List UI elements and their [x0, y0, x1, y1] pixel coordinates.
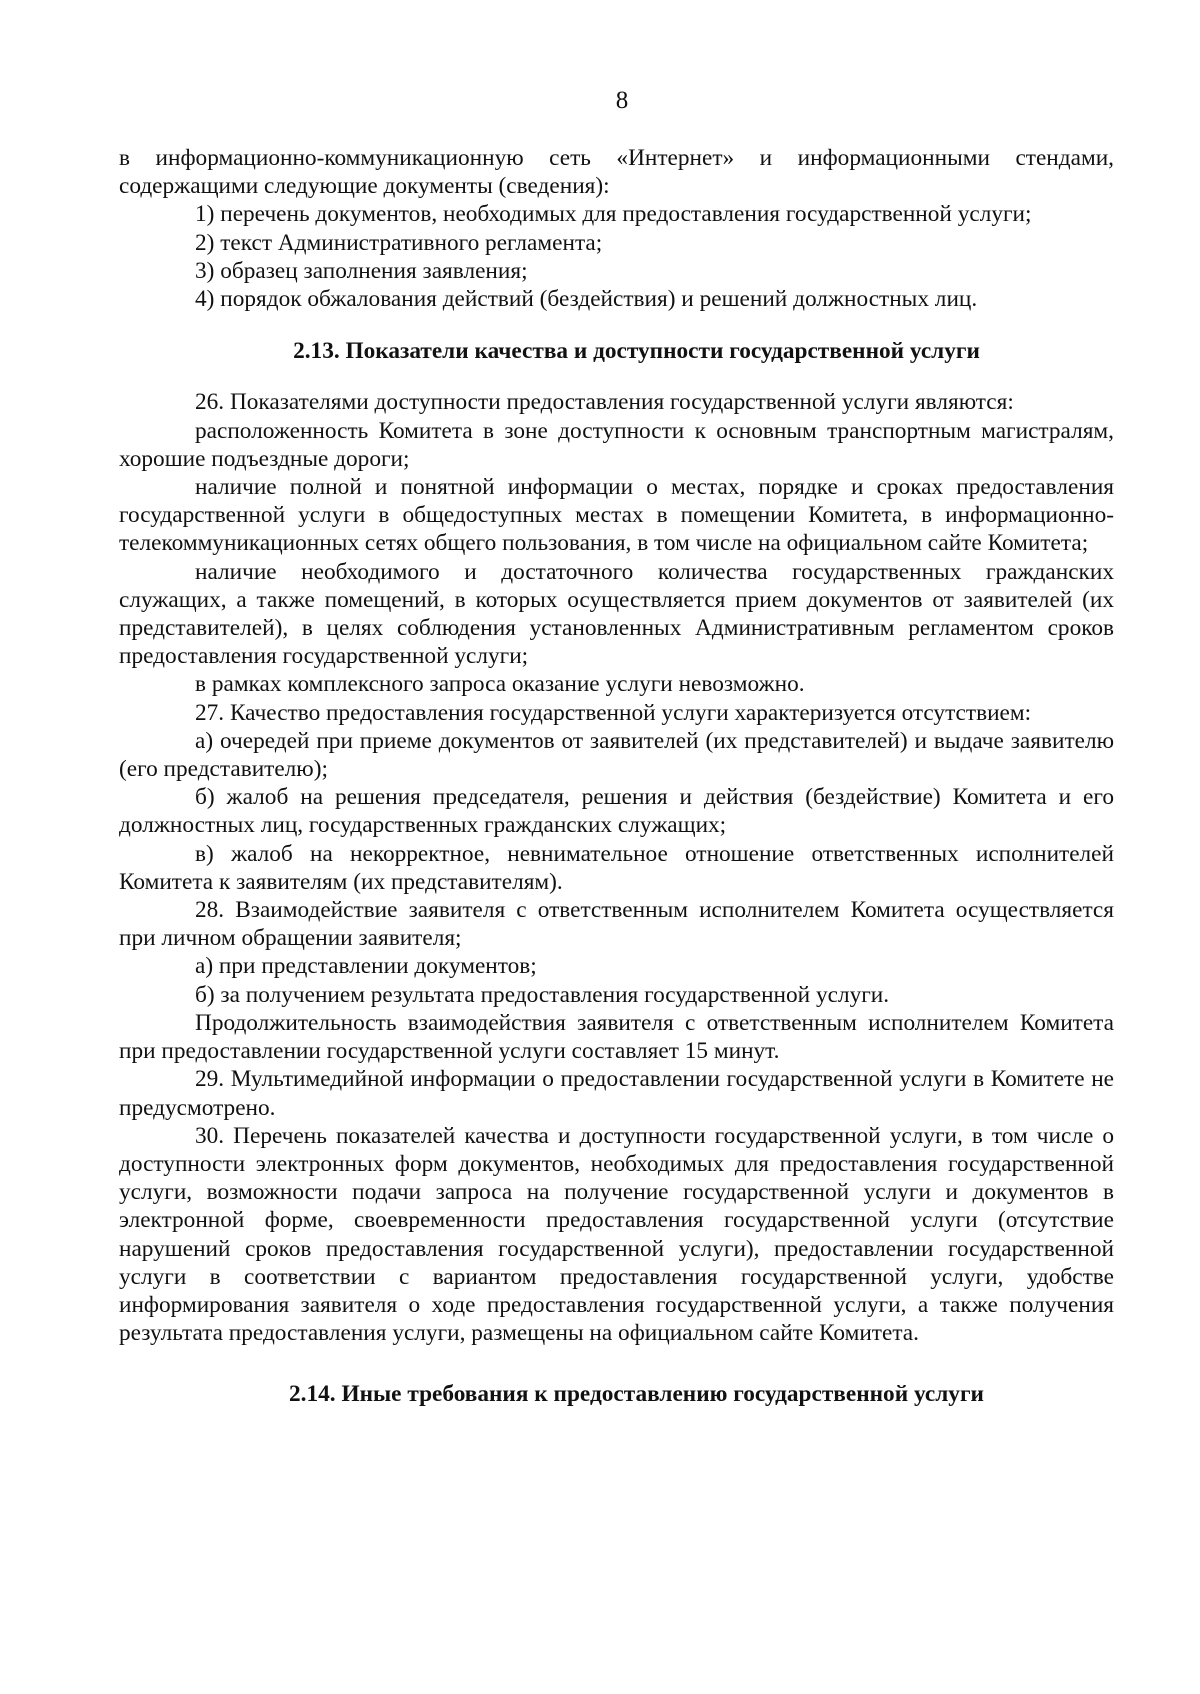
list-item-documents: 1) перечень документов, необходимых для предоставления государственной услуги; — [195, 201, 1032, 228]
list-item-regulation-text: 2) текст Административного регламента; — [195, 229, 603, 256]
paragraph-27-v: в) жалоб на некорректное, невнимательное отношение ответственных исполнителей Комитета к заявителям (их представителям). — [119, 840, 1114, 895]
paragraph-27-a: а) очередей при приеме документов от заявителей (их представителей) и выдаче заявителю (его представителю); — [119, 727, 1114, 783]
section-heading-2-14: 2.14. Иные требования к предоставлению государственной услуги — [289, 1381, 984, 1408]
paragraph-26: 26. Показателями доступности предоставления государственной услуги являются: — [195, 389, 1014, 416]
paragraph-26-location: расположенность Комитета в зоне доступности к основным транспортным магистралям, хорошие подъездные дороги; — [119, 417, 1114, 472]
list-item-application-sample: 3) образец заполнения заявления; — [195, 257, 528, 284]
paragraph-28-b: б) за получением результата предоставления государственной услуги. — [195, 981, 890, 1008]
paragraph-intro: в информационно-коммуникационную сеть «Интернет» и информационными стендами, содержащими следующие документы (сведения): — [119, 145, 1114, 200]
document-body — [119, 144, 1114, 1409]
paragraph-27: 27. Качество предоставления государственной услуги характеризуется отсутствием: — [195, 699, 1032, 726]
paragraph-30: 30. Перечень показателей качества и доступности государственной услуги, в том числе о доступности электронных форм документов, необходимых для предоставления государственной услуги, возможности подачи запроса на получение государственной услуги и документов в электронной форме, своевременности предоставления государственной услуги (отсутствие нарушений сроков предоставления государственной услуги), предоставлении государственной услуги в соответствии с вариантом предоставления государственной услуги, удобстве информирования заявителя о ходе предоставления государственной услуги, а также получения результата предоставления услуги, размещены на официальном сайте Комитета. — [119, 1122, 1114, 1347]
paragraph-28-a: а) при представлении документов; — [195, 953, 537, 980]
paragraph-29: 29. Мультимедийной информации о предоставлении государственной услуги в Комитете не предусмотрено. — [119, 1066, 1114, 1121]
section-heading-2-13: 2.13. Показатели качества и доступности государственной услуги — [293, 338, 980, 365]
paragraph-28: 28. Взаимодействие заявителя с ответственным исполнителем Комитета осуществляется при личном обращении заявителя; — [119, 897, 1114, 952]
paragraph-26-staff: наличие необходимого и достаточного количества государственных гражданских служащих, а также помещений, в которых осуществляется прием документов от заявителей (их представителей), в целях соблюдения установленных Административным регламентом сроков предоставления государственной услуги; — [119, 558, 1114, 670]
page-number: 8 — [615, 87, 629, 114]
paragraph-26-information: наличие полной и понятной информации о местах, порядке и сроках предоставления государственной услуги в общедоступных местах в помещении Комитета, в информационно-телекоммуникационных сетях общего пользования, в том числе на официальном сайте Комитета; — [119, 474, 1114, 557]
list-item-appeal-procedure: 4) порядок обжалования действий (бездействия) и решений должностных лиц. — [195, 286, 978, 313]
paragraph-27-b: б) жалоб на решения председателя, решения и действия (бездействие) Комитета и его должностных лиц, государственных гражданских служащих; — [119, 784, 1114, 839]
paragraph-28-duration: Продолжительность взаимодействия заявителя с ответственным исполнителем Комитета при предоставлении государственной услуги составляет 15 минут. — [119, 1009, 1114, 1065]
paragraph-26-complex-request: в рамках комплексного запроса оказание услуги невозможно. — [195, 671, 805, 698]
